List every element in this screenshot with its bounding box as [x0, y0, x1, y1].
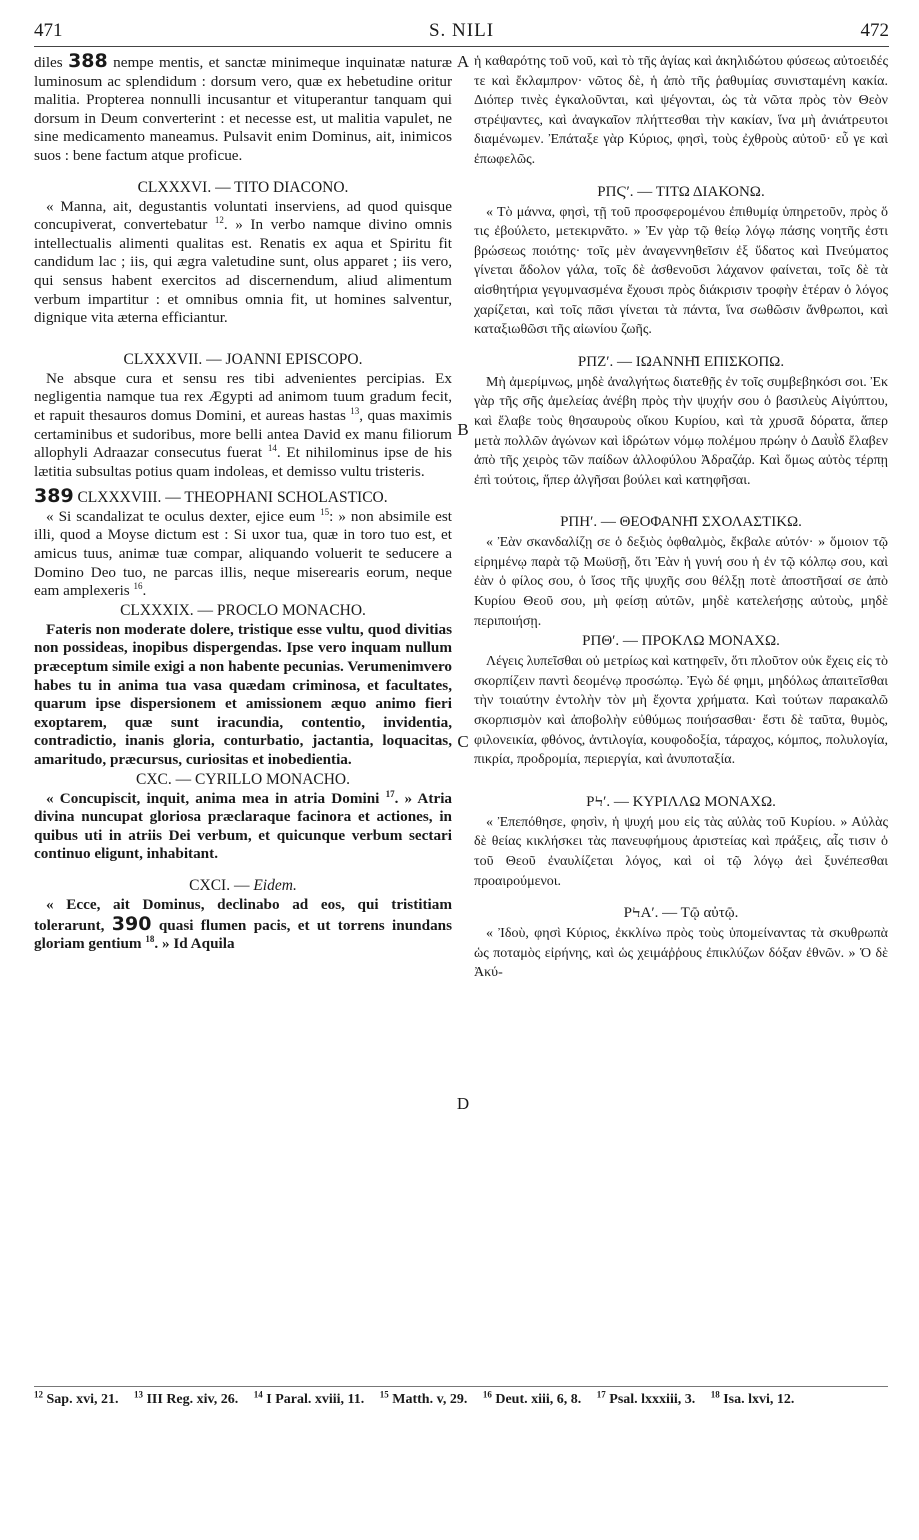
page-number-left: 471	[34, 20, 63, 41]
page-number-right: 472	[860, 20, 889, 41]
footnote: $^{13}$ III Reg. xiv, 26.	[133, 1389, 239, 1407]
section-marker-a: A	[456, 52, 470, 71]
latin-column	[34, 52, 452, 954]
footnote-ref: 16	[133, 581, 143, 592]
greek-paragraph: « Ἰδοὺ, φησὶ Κύριος, ἐκκλίνω πρὸς τοὺς ὑπομείναντας τὰ σκυθρωπὰ ὡς ποταμὸς εἰρήνης, καὶ ὡς χειμάῤῥους ἐπικλύζων δόξαν ἐθνῶν. » Ὁ δὲ Ἀκύ-	[474, 926, 888, 981]
latin-heading: 389 CLXXXVIII. — THEOPHANI SCHOLASTICO.	[34, 485, 388, 508]
footnote-ref: 13	[350, 405, 360, 416]
greek-paragraph: « Ἐπεπόθησε, φησὶν, ἡ ψυχή μου εἰς τὰς αὐλὰς τοῦ Κυρίου. » Αὐλὰς δὲ θείας κικλήσκει τὰς πανευφήμους ἀριστείας καὶ πράξεις, αἷς τισιν ὁ τοῦ Θεοῦ ἐναυλίζεται λόγος, καὶ οἱ τῷ λόγῳ ἀεὶ ξυνέπεσθαι προαιρούμενοι.	[474, 814, 888, 889]
greek-column	[474, 52, 888, 983]
greek-paragraph: Λέγεις λυπεῖσθαι οὐ μετρίως καὶ κατηφεῖν, ὅτι πλοῦτον οὐκ ἔχεις εἰς τὸ σκορπίζειν παντὶ δεομένῳ προσώπῳ. Ἐγὼ δέ φημι, μηδόλως ἀπαιτεῖσθαι τὴν τοιαύτην ἐντολὴν τὸν μὴ ἔχοντα χρήματα. Καὶ τούτων παρακαλῶ σκορπισμὸν καὶ ἀποβολὴν εὐθύμως ποιήσασθαι· ἔστι δὲ ταῦτα, θυμὸς, φιλονεικία, φθόνος, ἀντιλογία, κουφοδοξία, τάραχος, κόμπος, πολυλογία, πικρία, προδρομία, περιεργία, καὶ ἀνυποταξία.	[474, 654, 888, 768]
footnote-ref: 12	[214, 215, 224, 226]
section-marker-c: C	[457, 732, 469, 751]
latin-paragraph: « Si scandalizat te oculus dexter, ejice eum $^{15}$: » non absimile est illi, quod a Moyse dictum est : Si uxor tua, quæ in toro tuo est, et amicus tuus, animæ tuæ compar, aliquando voluerit te seducere a Domino Deo tuo, ne parcas illis, neque miserearis eorum, neque eam amplexeris $^{16}$.	[34, 506, 452, 600]
greek-heading: ΡΠϚʹ. — ΤΙΤΩ ΔΙΑΚΟΝΩ.	[597, 183, 765, 200]
greek-paragraph: Μὴ ἀμερίμνως, μηδὲ ἀναλγήτως διατεθῇς ἐν τοῖς συμβεβηκόσι σοι. Ἐκ γὰρ τῆς σῆς ἀμελείας ἀνέβη πρὸς τὴν ψυχήν σου ὁ βασιλεὺς Αἰγύπτου, καὶ ἔλαβε τοὺς θησαυροὺς οἴκου Κυρίου, καὶ τὰ χρυσᾶ δόρατα, ἅπερ μετὰ πολλῶν ἀγώνων καὶ ἱδρώτων νόμῳ πολέμου πρώην ὁ Δαυῒδ ἔλαβεν ἀπὸ τῆς χειρὸς τῶν παίδων ἀλλοφύλου Ἀδραζάρ. Καὶ ὅμως αὐτὸς τέρπῃ ἐπὶ τούτοις, ἥπερ ἀλγῆσαι βούλει καὶ κατηφῆσαι.	[474, 374, 888, 488]
footnote: $^{16}$ Deut. xiii, 6, 8.	[482, 1389, 582, 1407]
footnotes	[34, 1390, 888, 1410]
greek-paragraph: « Τὸ μάννα, φησὶ, τῇ τοῦ προσφερομένου ἐπιθυμίᾳ ὑπηρετοῦν, πρὸς ὅ τις ἐβούλετο, μετεκιρνᾶτο. » Ἐν γὰρ τῷ θείῳ λόγῳ πάσης νοητῆς ἐστι βρώσεως ποιότης· τοῖς μὲν ἀναγεννηθεῖσιν ἐξ ὕδατος καὶ Πνεύματος γίνεται ἄδολον γάλα, τοῖς δὲ ἀσθενοῦσι λάχανον φαίνεται, τοῖς δὲ τὰ αἰσθητήρια γεγυμνασμένα ἔχουσι πρὸς διάκρισιν τροφὴν ἑτέραν ὁ λόγος χαρίζεται, καὶ τοῖς πᾶσι γίνεται τὰ πάντα, ἵνα σωθῶσιν ἄνθρωποι, καὶ καταξιωθῶσι τῆς αἰωνίου ζωῆς.	[474, 204, 888, 338]
latin-paragraph: diles 388 nempe mentis, et sanctæ minimeque inquinatæ naturæ luminosum ac splendidum : dorsum vero, quæ ex hebetudine oritur malitia. Propterea nonnulli incusantur et vituperantur tanquam qui dorsum in Deum converterint : et necesse est, ut malitia vapulet, ne sine medicamento maneamus. Pulsavit enim Dominus, ait, inimicos suos : bene factum atque proficue.	[34, 50, 452, 164]
greek-paragraph: « Ἐὰν σκανδαλίζῃ σε ὁ δεξιὸς ὀφθαλμὸς, ἔκβαλε αὐτόν· » ὅμοιον τῷ εἰρημένῳ παρὰ τῷ Μωϋσῇ, ὅτι Ἐὰν ἡ γυνή σου ἡ ἐν τῷ κόλπῳ σου, καὶ ἐὰν ὁ φίλος σου, ὁ ἴσος τῆς ψυχῆς σου θέλξῃ ποτὲ ἀποστῆσαί σε ἀπὸ Κυρίου Θεοῦ σου, μὴ φείσῃ αὐτῶν, μηδὲ κατελεήσῃς αὐτοὺς, μηδὲ περιποιήσῃ.	[474, 535, 888, 629]
running-title: S. NILI	[428, 20, 495, 41]
section-marker-b: B	[457, 420, 469, 439]
latin-paragraph: Ne absque cura et sensu res tibi advenientes percipias. Ex negligentia namque tua rex Ægypti ad animom tuum gradum fecit, et rapuit thesauros domus Domini, et aureas hastas $^{13}$, quas maximis certaminibus et sudoribus, more belli antea David ex manu filiorum allophyli Adraazar consecutus fuerat $^{14}$. Et nihilominus ipse de his lætitia subsultas potius quam indoleas, et demisso vultu tristeris.	[34, 369, 452, 480]
footnote-ref: 15	[320, 506, 330, 517]
greek-heading: ΡϞʹ. — ΚΥΡΙΛΛΩ ΜΟΝΑΧΩ.	[586, 793, 776, 810]
latin-paragraph: « Ecce, ait Dominus, declinabo ad eos, qui tristitiam tolerarunt, 390 quasi flumen pacis, et ut torrens inundans gloriam gentium $^{18}$. » Id Aquila	[34, 895, 453, 953]
footnote-ref: 14	[267, 443, 277, 454]
latin-paragraph: « Manna, ait, degustantis voluntati inserviens, ad quod quisque concupiverat, convertebatur $^{12}$. » In verbo namque divino omnis intellectualis alimenti qualitas est. Renatis ex aqua et Spiritu fit candidum lac ; iis, qui ægra valetudine sunt, olus apparet ; iis vero, qui sensus habent exercitos ad discernendum, aliud alimentum verbum impartitur : et omnibus omnia fit, ut homines salventur, dignique vita æterna efficiantur.	[34, 197, 452, 327]
greek-heading: ΡΠΖʹ. — ΙΩΑΝΝΗ͂Ι ΕΠΙΣΚΟΠΩ.	[577, 353, 785, 370]
latin-paragraph: « Concupiscit, inquit, anima mea in atria Domini $^{17}$. » Atria divina nuncupat gloriosa præclaraque facinora et actiones, in quibus uti in atriis Dei verbum, et quicunque verbum sectari continuo eligunt, inhabitant.	[34, 788, 453, 863]
greek-paragraph: ἡ καθαρότης τοῦ νοῦ, καὶ τὸ τῆς ἁγίας καὶ ἀκηλιδώτου φύσεως αὐτοειδές τε καὶ ἔκλαμπρον· νῶτος δὲ, ἡ ἀπὸ τῆς ῥαθυμίας συνισταμένη κακία. Διόπερ τινὲς ἐγκαλοῦνται, καὶ ψέγονται, ὡς τὰ νῶτα πρὸς τὸν Θεὸν στρέψαντες, καὶ ἀναγκαῖον πλήττεσθαι τὴν κακίαν, ἵνα μὴ ἀνιάτρευτοι διαμένωμεν. Ἐπάταξε γὰρ Κύριος, φησὶ, τοὺς ἐχθροὺς αὐτοῦ· εὖ γε καὶ ἐπωφελῶς.	[474, 54, 888, 167]
greek-heading: ΡΠΘʹ. — ΠΡΟΚΛΩ ΜΟΝΑΧΩ.	[582, 633, 780, 650]
column-number: 389	[34, 485, 74, 508]
latin-heading: CLXXXVI. — TITO DIACONO.	[137, 178, 349, 196]
latin-heading: CXCI. — Eidem.	[189, 876, 297, 894]
footnote: $^{15}$ Matth. v, 29.	[379, 1389, 468, 1407]
running-header	[34, 20, 889, 48]
greek-heading: ΡΠΗʹ. — ΘΕΟΦΑΝΗ͂Ι ΣΧΟΛΑΣΤΙΚΩ.	[560, 514, 802, 531]
footnote: $^{18}$ Isa. lxvi, 12.	[710, 1389, 795, 1407]
greek-heading: ΡϞΑʹ. — Τῷ αὐτῷ.	[623, 905, 739, 922]
footnote: $^{12}$ Sap. xvi, 21.	[34, 1389, 119, 1407]
footnote-rule	[34, 1386, 888, 1387]
column-number: 390	[111, 912, 152, 935]
latin-heading: CLXXXIX. — PROCLO MONACHO.	[120, 601, 366, 619]
footnote: $^{14}$ I Paral. xviii, 11.	[253, 1389, 365, 1407]
latin-heading: CXC. — CYRILLO MONACHO.	[136, 770, 350, 788]
footnote: $^{17}$ Psal. lxxxiii, 3.	[596, 1389, 696, 1407]
section-marker-d: D	[456, 1094, 470, 1113]
latin-paragraph: Fateris non moderate dolere, tristique esse vultu, quod divitias non possideas, inopibus dispergendas. Ipse vero inquam nullum præceptum simile exigi a non habente pecunias. Verumenimvero habes tu in anima tua vasa quædam criminosa, et facultates, quarum ipse dispersionem et amissionem æquo animo fieri exoptarem, quæ sunt iracundia, contentio, invidentia, contradictio, inanis gloria, conturbatio, jactantia, loquacitas, amaritudo, præcursus, curiositas et inobedientia.	[34, 620, 452, 768]
footnote-ref: 17	[385, 788, 395, 799]
column-number: 388	[68, 50, 108, 72]
latin-heading: CLXXXVII. — JOANNI EPISCOPO.	[123, 350, 363, 368]
header-rule	[34, 46, 889, 47]
footnote-ref: 18	[145, 934, 155, 945]
